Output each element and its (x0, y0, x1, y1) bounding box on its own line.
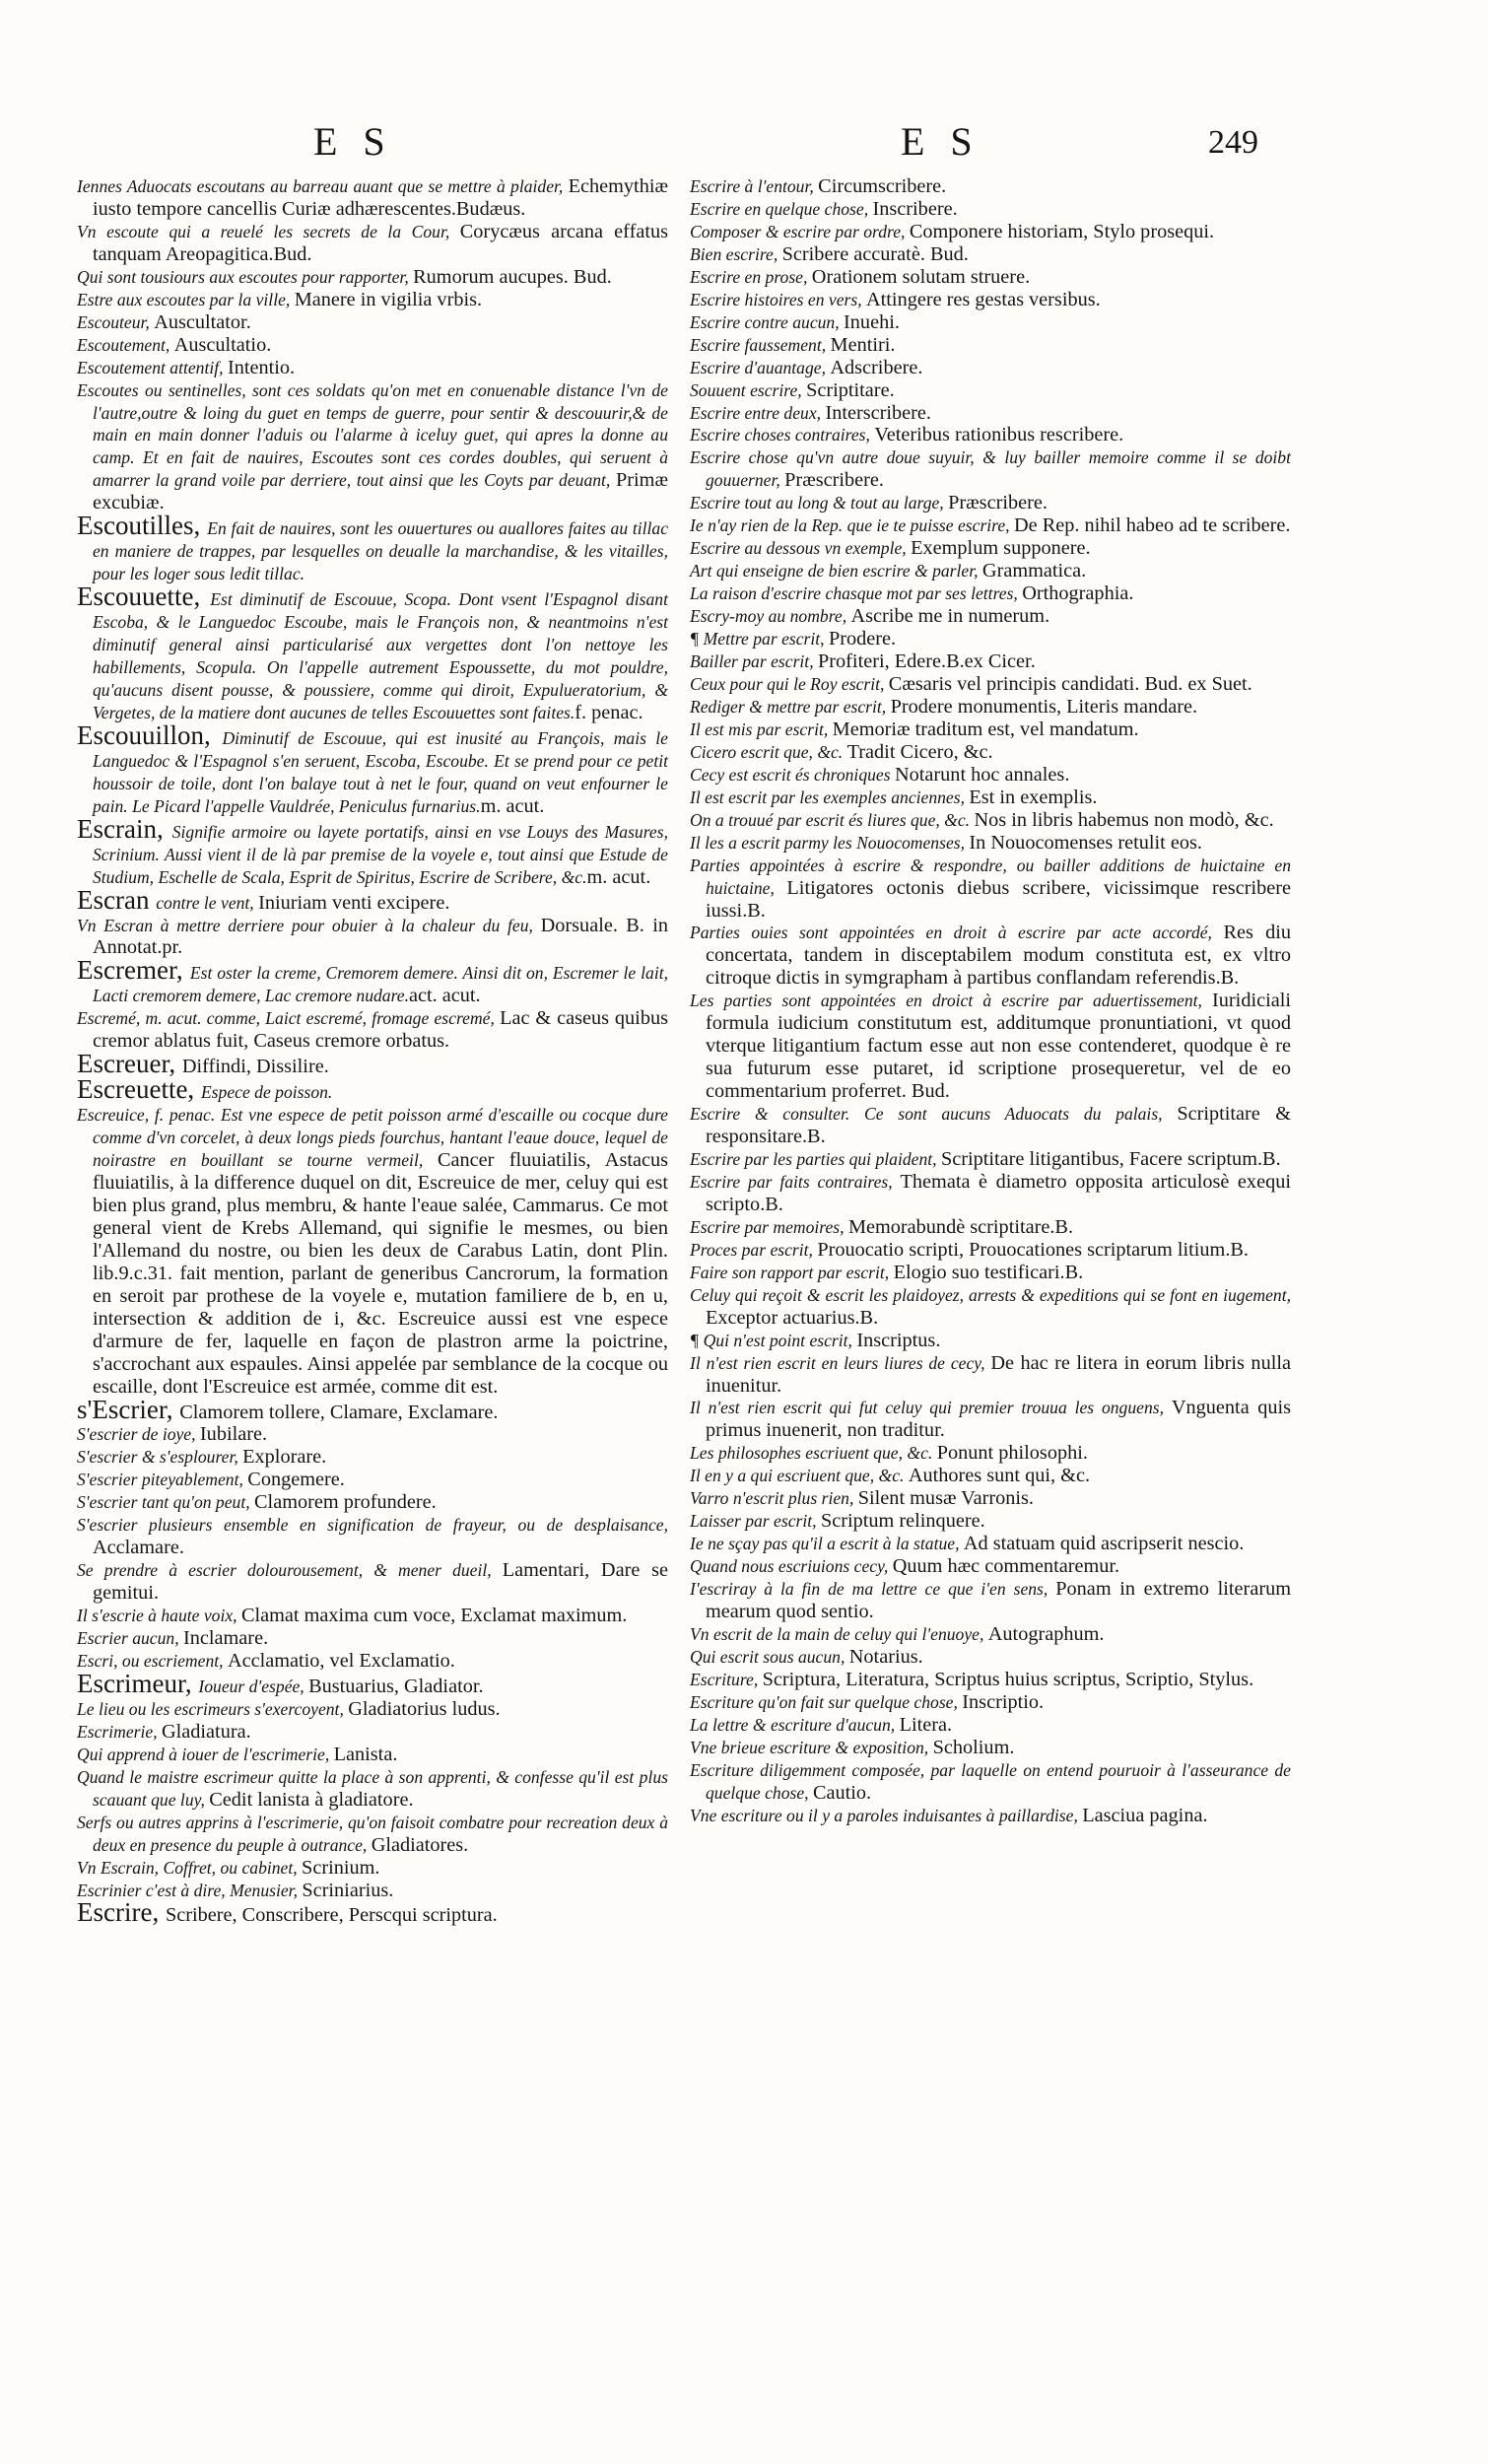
entry-french: Estre aux escoutes par la ville, (77, 289, 295, 309)
dictionary-entry (690, 1669, 1291, 1691)
entry-french: Escrire choses contraires, (690, 425, 875, 445)
entry-latin: Explorare. (242, 1446, 327, 1469)
dictionary-entry (690, 1330, 1291, 1352)
dictionary-entry (77, 311, 668, 334)
entry-latin: Elogio suo testificari.B. (893, 1261, 1084, 1283)
entry-french: Qui apprend à iouer de l'escrimerie, (77, 1744, 334, 1764)
entry-french: Ie n'ay rien de la Rep. que ie te puisse escrire, (690, 515, 1014, 536)
dictionary-entry (690, 628, 1291, 650)
entry-french: Escoutes ou sentinelles, sont ces soldats qu'on met en conuenable distance l'vn de l'autre,outre & loing du guet en temps de guerre, pour sentir & descouurir,& de main en main donner l'aduis ou l'alarme à iceluy guet, qui apres la donne au camp. Et en fait de nauires, Escoutes sont ces cordes doubles, qui seruent à amarrer la grand voile par derriere, tout ainsi que les Coyts par deuant, (77, 379, 668, 491)
entry-french: Il n'est rien escrit en leurs liures de cecy, (690, 1352, 991, 1373)
entry-latin: Nos in libris habemus non modò, &c. (974, 808, 1274, 831)
entry-french: S'escrier plusieurs ensemble en signification de frayeur, ou de desplaisance, (77, 1515, 668, 1536)
entry-french: Ioueur d'espée, (198, 1676, 309, 1696)
dictionary-entry (690, 289, 1291, 311)
entry-headword: Escouuette, (77, 582, 211, 612)
entry-french: contre le vent, (156, 892, 259, 913)
entry-latin: Scholium. (932, 1736, 1015, 1758)
entry-headword: s'Escrier, (77, 1394, 180, 1424)
entry-french: Escrire tout au long & tout au large, (690, 493, 949, 513)
entry-latin: Scriptitare & responsitare.B. (706, 1103, 1291, 1148)
entry-latin: Clamat maxima cum voce, Exclamat maximum. (240, 1605, 628, 1627)
entry-latin: Cancer fluuiatilis, Astacus fluuiatilis, à la difference duquel on dit, Escreuice de mer, celuy qui est bien plus grand, plus membru, & hante l'eaue salée, Cammarus. Ce mot general vient de Krebs Allemand, qui signifie le mesmes, ou bien l'Allemand du nostre, ou bien les deux de Carabus Latin, dont Plin. lib.9.c.31. fait mention, parlant de generibus Cancrorum, la formation en seroit par prothese de la voyele e, mutation familiere de b, en u, intersection & addition de i, &c. Escreuice aussi est vne espece d'armure de fer, laquelle en façon de plastron arme la poictrine, s'accrochant aux espaules. Ainsi appelée par semblance de la cocque ou escaille, dont l'Escreuice est armée, comme dit est. (93, 1149, 669, 1398)
entry-latin: Lamentari, Dare se gemitui. (93, 1559, 668, 1605)
dictionary-entry (690, 1239, 1291, 1262)
entry-latin: Primæ excubiæ. (93, 469, 668, 514)
entry-latin: Themata è diametro opposita articulosè exequi scripto.B. (706, 1170, 1291, 1215)
entry-french: Escrire en quelque chose, (690, 198, 873, 219)
dictionary-entry (690, 1510, 1291, 1533)
entry-french: I'escriray à la fin de ma lettre ce que i'en sens, (690, 1579, 1056, 1600)
entry-headword: Escreuette, (77, 1074, 201, 1105)
entry-french: Est oster la creme, Cremorem demere. Ainsi dit on, Escremer le lait, Lacti cremorem demere, Lac cremore nudare. (93, 963, 668, 1006)
dictionary-entry (77, 1627, 668, 1650)
dictionary-entry (690, 1148, 1291, 1171)
entry-latin: Ascribe me in numerum. (850, 605, 1050, 628)
dictionary-entry (690, 560, 1291, 582)
dictionary-entry (77, 955, 668, 1007)
entry-french: Vn Escrain, Coffret, ou cabinet, (77, 1857, 303, 1878)
dictionary-entry (77, 1423, 668, 1446)
entry-latin: Notarius. (848, 1645, 923, 1668)
dictionary-entry (690, 1805, 1291, 1827)
dictionary-entry (690, 809, 1291, 832)
entry-french: Parties appointées à escrire & respondre, ou bailler additions de huictaine en huictaine, (690, 855, 1291, 898)
dictionary-entry (77, 334, 668, 357)
entry-latin: Est in exemplis. (969, 786, 1098, 808)
dictionary-entry (77, 719, 668, 818)
dictionary-entry (690, 537, 1291, 560)
entry-latin: Auscultator. (154, 310, 251, 333)
dictionary-entry (690, 357, 1291, 379)
entry-latin: Scrinium. (302, 1856, 380, 1879)
entry-latin: Tradit Cicero, &c. (846, 740, 993, 763)
entry-latin: Prouocatio scripti, Prouocationes scriptarum litium.B. (817, 1238, 1249, 1261)
entry-french: Qui sont tousiours aux escoutes pour rapporter, (77, 266, 414, 287)
entry-french: Escoutement attentif, (77, 357, 228, 377)
dictionary-entry (77, 1897, 668, 1928)
entry-french: Escremé, m. acut. comme, Laict escremé, fromage escremé, (77, 1008, 501, 1029)
entry-latin: Notarunt hoc annales. (894, 763, 1070, 786)
entry-latin: Iniuriam venti excipere. (258, 891, 450, 914)
entry-french: S'escrier tant qu'on peut, (77, 1492, 255, 1513)
entry-french: Il n'est rien escrit qui fut celuy qui premier trouua les onguens, (690, 1398, 1172, 1418)
entry-french: Escrire par les parties qui plaident, (690, 1148, 941, 1169)
entry-french: Escrire au dessous vn exemple, (690, 538, 912, 559)
entry-french: La lettre & escriture d'aucun, (690, 1714, 900, 1735)
entry-latin: Ad statuam quid ascripserit nescio. (963, 1533, 1245, 1555)
entry-french: Il s'escrie à haute voix, (77, 1606, 241, 1626)
dictionary-entry (77, 915, 668, 960)
dictionary-entry (690, 764, 1291, 787)
entry-french: Diminutif de Escouue, qui est inusité au François, mais le Languedoc & l'Espagnol s'en seruent, Escoba, Escoube. Et se prend pour ce petit houssoir de toile, dont l'on balaye tout à net le four, quand on veut enfourner le pain. Le Picard l'appelle Vauldrée, Peniculus furnarius. (93, 727, 668, 816)
dictionary-entry (77, 1605, 668, 1627)
entry-french: Le lieu ou les escrimeurs s'exercoyent, (77, 1698, 349, 1719)
entry-latin: m. acut. (480, 794, 545, 817)
entry-latin: Acclamatio, vel Exclamatio. (227, 1650, 455, 1672)
dictionary-entry (690, 175, 1291, 198)
dictionary-entry (690, 1284, 1291, 1330)
entry-latin: Diffindi, Dissilire. (181, 1056, 329, 1078)
entry-french: Escrire d'auantage, (690, 357, 831, 377)
entry-french: La raison d'escrire chasque mot par ses lettres, (690, 583, 1023, 604)
entry-latin: m. acut. (586, 865, 651, 888)
entry-latin: Inclamare. (183, 1627, 269, 1650)
entry-latin: Inscriptus. (856, 1329, 941, 1351)
dictionary-entry (77, 813, 668, 889)
dictionary-entry (77, 1104, 668, 1398)
entry-french: En fait de nauires, sont les ouuertures ou auallores faites au tillac en maniere de trappes, par lesquelles on deualle la marchandise, & les vitailles, pour les loger sous ledit tillac. (93, 518, 668, 584)
dictionary-entry (690, 243, 1291, 266)
entry-french: Signifie armoire ou layete portatifs, ainsi en vse Louys des Masures, Scrinium. Aussi vient il de là par premise de la voyele e, tout ainsi que Estude de Studium, Eschelle de Scala, Esprit de Spiritus, Escrire de Scribere, &c. (93, 821, 668, 887)
entry-french: Art qui enseigne de bien escrire & parler, (690, 561, 982, 582)
entry-french: Escriture qu'on fait sur quelque chose, (690, 1691, 963, 1712)
entry-latin: De Rep. nihil habeo ad te scribere. (1013, 514, 1291, 537)
entry-latin: Auscultatio. (173, 333, 272, 356)
dictionary-entry (690, 266, 1291, 289)
entry-latin: Litigatores octonis diebus scribere, vicissimque rescribere iussi.B. (706, 876, 1291, 922)
dictionary-entry (690, 1578, 1291, 1623)
entry-french: Se prendre à escrier dolourousement, & mener dueil, (77, 1560, 503, 1581)
dictionary-entry (690, 1555, 1291, 1578)
dictionary-entry (77, 266, 668, 289)
entry-french: S'escrier de ioye, (77, 1424, 200, 1445)
entry-french: Vn Escran à mettre derriere pour obuier à la chaleur du feu, (77, 915, 541, 935)
entry-latin: Inscriptio. (962, 1690, 1045, 1713)
entry-french: Cecy est escrit és chroniques (690, 764, 895, 785)
entry-latin: Adscribere. (830, 356, 923, 378)
dictionary-entry (77, 1446, 668, 1469)
entry-french: Il les a escrit parmy les Nouocomenses, (690, 832, 970, 853)
running-head-right: E S (901, 119, 981, 164)
entry-french: Espece de poisson. (200, 1082, 333, 1103)
dictionary-entry (690, 1171, 1291, 1216)
entry-french: ¶ Mettre par escrit, (690, 629, 829, 650)
dictionary-entry (77, 1721, 668, 1744)
entry-latin: f. penac. (575, 701, 643, 723)
entry-latin: Quum hæc commentaremur. (892, 1555, 1120, 1578)
dictionary-entry (690, 1759, 1291, 1805)
entry-french: Cicero escrit que, &c. (690, 741, 847, 762)
entry-french: Escrire à l'entour, (690, 176, 819, 196)
entry-latin: Iubilare. (199, 1423, 268, 1446)
dictionary-entry (77, 289, 668, 311)
entry-headword: Escran (77, 884, 157, 915)
entry-latin: Prodere. (828, 628, 897, 650)
entry-french: Escouteur, (77, 311, 155, 332)
entry-latin: Veteribus rationibus rescribere. (874, 424, 1124, 446)
dictionary-entry (690, 1623, 1291, 1646)
entry-latin: Vnguenta quis primus inuenerit, non traditur. (706, 1397, 1292, 1442)
entry-french: Les philosophes escriuent que, &c. (690, 1443, 937, 1464)
dictionary-entry (690, 787, 1291, 809)
entry-french: Qui escrit sous aucun, (690, 1646, 849, 1667)
entry-french: Escri, ou escriement, (77, 1651, 228, 1671)
entry-latin: Præscribere. (948, 492, 1048, 514)
dictionary-entry (77, 1857, 668, 1880)
dictionary-entry (77, 175, 668, 221)
dictionary-entry (690, 334, 1291, 357)
entry-latin: Res diu concertata, tandem in disceptabilem modum constituta est, ex vltro citroque dictis in symgrapham à partibus conflandam referendis.B. (706, 922, 1291, 990)
entry-french: Vne escriture ou il y a paroles induisantes à paillardise, (690, 1805, 1083, 1825)
dictionary-entry (77, 1880, 668, 1902)
entry-latin: Lasciua pagina. (1082, 1804, 1208, 1826)
entry-french: Proces par escrit, (690, 1239, 818, 1260)
dictionary-entry (690, 1646, 1291, 1669)
dictionary-entry (77, 221, 668, 266)
entry-latin: Cautio. (812, 1781, 872, 1804)
dictionary-entry (77, 1744, 668, 1766)
entry-french: Escrire faussement, (690, 334, 831, 355)
entry-latin: Lac & caseus quibus cremor ablatus fuit, Caseus cremore orbatus. (93, 1007, 668, 1053)
dictionary-entry (690, 1533, 1291, 1555)
entry-french: Il en y a qui escriuent que, &c. (690, 1466, 909, 1486)
entry-latin: Authores sunt qui, &c. (908, 1465, 1091, 1487)
dictionary-entry (77, 582, 668, 724)
entry-french: Escrire entre deux, (690, 402, 826, 423)
entry-latin: Scriniarius. (302, 1879, 394, 1901)
entry-latin: Echemythiæ iusto tempore cancellis Curiæ adhærescentes.Budæus. (93, 175, 668, 220)
entry-latin: Exceptor actuarius.B. (706, 1306, 879, 1329)
entry-latin: Corycæus arcana effatus tanquam Areopagitica.Bud. (93, 220, 668, 265)
entry-latin: Cedit lanista à gladiatore. (209, 1788, 414, 1811)
entry-latin: Iuridiciali formula iudicium constitutum est, additumque pronuntiationi, vt quod vterque litigantium factum esse aut non esse contenderet, quodque è re sua futurum esse putaret, id scriptione prosequeretur, vel de eo commentarium proferret. Bud. (706, 990, 1291, 1103)
dictionary-entry (77, 1812, 668, 1857)
entry-headword: Escremer, (77, 955, 190, 986)
dictionary-entry (77, 1491, 668, 1514)
entry-latin: Cæsaris vel principis candidati. Bud. ex Suet. (888, 672, 1252, 695)
entry-headword: Escreuer, (77, 1049, 182, 1079)
dictionary-entry (77, 1514, 668, 1559)
entry-french: ¶ Qui n'est point escrit, (690, 1330, 857, 1350)
entry-french: Vne brieue escriture & exposition, (690, 1737, 933, 1757)
entry-latin: Autographum. (987, 1623, 1105, 1645)
entry-french: Varro n'escrit plus rien, (690, 1488, 858, 1509)
entry-latin: act. acut. (409, 985, 481, 1007)
dictionary-entry (77, 1668, 668, 1698)
entry-french: Escrire histoires en vers, (690, 289, 867, 309)
entry-latin: Attingere res gestas versibus. (866, 288, 1101, 310)
entry-latin: Orationem solutam struere. (811, 265, 1031, 288)
entry-french: Vn escrit de la main de celuy qui l'enuoye, (690, 1624, 988, 1644)
entry-french: Escrire par faits contraires, (690, 1171, 901, 1192)
dictionary-entry (77, 884, 668, 915)
entry-french: On a trouué par escrit és liures que, &c. (690, 809, 975, 830)
entry-latin: Manere in vigilia vrbis. (294, 288, 483, 310)
entry-headword: Escrire, (77, 1897, 166, 1928)
entry-latin: Scriptitare litigantibus, Facere scriptum.B. (940, 1147, 1281, 1170)
entry-latin: Acclamare. (93, 1537, 184, 1559)
entry-french: S'escrier & s'esplourer, (77, 1447, 243, 1468)
dictionary-entry (77, 379, 668, 515)
entry-latin: Memorabundè scriptitare.B. (847, 1215, 1074, 1238)
entry-french: Escoutement, (77, 334, 174, 355)
entry-french: Escrire en prose, (690, 266, 812, 287)
dictionary-entry (690, 922, 1291, 990)
entry-latin: Silent musæ Varronis. (857, 1487, 1034, 1510)
entry-latin: Inuehi. (844, 310, 900, 333)
running-head-left: E S (313, 119, 393, 164)
entry-latin: Inscribere. (872, 197, 958, 220)
entry-french: Laisser par escrit, (690, 1511, 821, 1532)
dictionary-entry (690, 1442, 1291, 1465)
entry-latin: Profiteri, Edere.B.ex Cicer. (818, 650, 1036, 673)
entry-latin: Scriptura, Literatura, Scriptus huius scriptus, Scriptio, Stylus. (762, 1668, 1254, 1690)
entry-french: Faire son rapport par escrit, (690, 1262, 894, 1282)
entry-latin: Lanista. (333, 1743, 398, 1765)
entry-latin: Clamorem profundere. (254, 1491, 437, 1514)
dictionary-entry (690, 605, 1291, 628)
entry-latin: Interscribere. (825, 401, 931, 424)
entry-latin: De hac re litera in eorum libris nulla inuenitur. (706, 1351, 1291, 1397)
entry-latin: Scriptum relinquere. (820, 1510, 985, 1533)
dictionary-entry (690, 221, 1291, 243)
entry-french: Quand nous escriuions cecy, (690, 1556, 893, 1577)
entry-french: Bailler par escrit, (690, 651, 818, 672)
dictionary-entry (690, 424, 1291, 446)
entry-french: Escrimerie, (77, 1721, 162, 1742)
entry-latin: Gladiatura. (162, 1720, 251, 1743)
dictionary-entry (77, 1766, 668, 1812)
entry-latin: Circumscribere. (818, 175, 947, 197)
entry-french: Parties ouies sont appointées en droit à escrire par acte accordé, (690, 923, 1224, 943)
dictionary-entry (690, 832, 1291, 855)
entry-headword: Escrain, (77, 813, 172, 844)
entry-latin: In Nouocomenses retulit eos. (969, 831, 1202, 854)
dictionary-entry (690, 1714, 1291, 1737)
dictionary-entry (690, 1397, 1291, 1442)
right-column (690, 175, 1291, 1827)
entry-french: Composer & escrire par ordre, (690, 221, 910, 241)
entry-latin: Intentio. (227, 356, 296, 378)
entry-latin: Gladiatores. (371, 1833, 469, 1856)
dictionary-entry (77, 511, 668, 585)
entry-french: Quand le maistre escrimeur quitte la place à son apprenti, & confesse qu'il est plus scauant que luy, (77, 1766, 668, 1810)
entry-french: Vn escoute qui a reuelé les secrets de la Cour, (77, 221, 460, 241)
dictionary-entry (690, 1352, 1291, 1398)
dictionary-entry (690, 402, 1291, 425)
entry-french: Escriture, (690, 1669, 763, 1689)
entry-french: Ceux pour qui le Roy escrit, (690, 673, 889, 694)
entry-latin: Scriptitare. (806, 378, 895, 401)
dictionary-entry (77, 1394, 668, 1424)
entry-latin: Litera. (899, 1713, 953, 1736)
entry-latin: Bustuarius, Gladiator. (308, 1675, 484, 1697)
entry-french: Les parties sont appointées en droict à escrire par aduertissement, (690, 991, 1213, 1011)
dictionary-entry (77, 1074, 668, 1105)
dictionary-entry (77, 1007, 668, 1053)
entry-french: Escrinier c'est à dire, Menusier, (77, 1880, 303, 1900)
entry-latin: Dorsuale. B. in Annotat.pr. (93, 914, 668, 959)
entry-latin: Clamorem tollere, Clamare, Exclamare. (179, 1401, 499, 1423)
dictionary-entry (690, 1487, 1291, 1510)
entry-latin: Orthographia. (1022, 582, 1134, 605)
entry-french: Escry-moy au nombre, (690, 606, 851, 627)
dictionary-entry (77, 1698, 668, 1721)
dictionary-entry (690, 514, 1291, 537)
entry-french: Escrire chose qu'vn autre doue suyuir, & luy bailler memoire comme il se doibt gouuerner, (690, 447, 1291, 491)
dictionary-entry (690, 198, 1291, 221)
dictionary-entry (690, 1737, 1291, 1759)
entry-french: Escrire contre aucun, (690, 311, 845, 332)
dictionary-entry (690, 582, 1291, 605)
dictionary-entry (690, 741, 1291, 764)
dictionary-entry (690, 1465, 1291, 1487)
dictionary-entry (690, 492, 1291, 514)
entry-latin: Præscribere. (784, 469, 884, 492)
entry-latin: Mentiri. (830, 333, 896, 356)
entry-latin: Grammatica. (981, 560, 1087, 582)
entry-french: Escrire par memoires, (690, 1216, 848, 1237)
entry-french: Escrire & consulter. Ce sont aucuns Aduocats du palais, (690, 1104, 1178, 1125)
entry-french: Escreuice, f. penac. Est vne espece de petit poisson armé d'escaille ou cocque dure comme d'vn corcelet, à deux longs pieds fourchus, hantant l'eaue douce, lequel de noirastre en bouillant se tourne vermeil, (77, 1105, 668, 1171)
dictionary-entry (77, 357, 668, 379)
entry-french: Celuy qui reçoit & escrit les plaidoyez, arrests & expeditions qui se font en iugement, (690, 1284, 1291, 1305)
dictionary-entry (690, 1216, 1291, 1239)
entry-french: Rediger & mettre par escrit, (690, 696, 891, 717)
entry-latin: Componere historiam, Stylo prosequi. (909, 220, 1215, 242)
entry-french: Souuent escrire, (690, 379, 807, 400)
entry-latin: Ponam in extremo literarum mearum quod sentio. (706, 1578, 1291, 1623)
entry-latin: Ponunt philosophi. (936, 1442, 1088, 1465)
entry-french: Serfs ou autres apprins à l'escrimerie, qu'on faisoit combatre pour recreation deux à deux en presence du peuple à outrance, (77, 1812, 668, 1855)
dictionary-entry (690, 379, 1291, 402)
dictionary-entry (77, 1559, 668, 1605)
page-number: 249 (1208, 124, 1258, 161)
entry-latin: Congemere. (247, 1469, 345, 1491)
entry-french: Bien escrire, (690, 243, 782, 264)
entry-french: Il est mis par escrit, (690, 719, 833, 739)
entry-latin: Gladiatorius ludus. (348, 1697, 501, 1720)
dictionary-entry (690, 855, 1291, 923)
entry-french: Est diminutif de Escouue, Scopa. Dont vsent l'Espagnol disant Escoba, & le Languedoc Escoube, mais le François non, & neantmoins n'est diminutif general ainsi particularisé aux vergettes dont l'on nettoye les habillements, Scopula. On l'appelle autrement Espoussette, du mot pouldre, qu'aucuns disent pousse, & poussiere, comme qui diroit, Expulueratorium, & Vergetes, de la matiere dont aucunes de telles Escouuettes sont faites. (93, 589, 668, 722)
left-column (77, 175, 668, 1927)
dictionary-entry (690, 673, 1291, 696)
dictionary-entry (690, 990, 1291, 1103)
entry-latin: Prodere monumentis, Literis mandare. (890, 695, 1198, 718)
entry-french: Escriture diligemment composée, par laquelle on entend pouruoir à l'asseurance de quelque chose, (690, 1759, 1291, 1803)
entry-latin: Scribere accuratè. Bud. (781, 242, 969, 265)
dictionary-entry (690, 696, 1291, 719)
entry-headword: Escouuillon, (77, 719, 223, 750)
entry-headword: Escrimeur, (77, 1668, 199, 1698)
dictionary-entry (690, 1691, 1291, 1714)
entry-latin: Scribere, Conscribere, Perscqui scriptura. (165, 1904, 498, 1927)
entry-french: S'escrier piteyablement, (77, 1470, 248, 1490)
entry-headword: Escoutilles, (77, 511, 208, 541)
dictionary-entry (690, 1262, 1291, 1284)
entry-french: Ie ne sçay pas qu'il a escrit à la statue, (690, 1534, 964, 1554)
entry-french: Escrier aucun, (77, 1628, 183, 1649)
dictionary-entry (690, 719, 1291, 741)
dictionary-entry (77, 1469, 668, 1491)
entry-french: Iennes Aduocats escoutans au barreau auant que se mettre à plaider, (77, 176, 569, 196)
entry-french: Il est escrit par les exemples anciennes, (690, 787, 970, 807)
entry-latin: Rumorum aucupes. Bud. (413, 265, 612, 288)
dictionary-entry (690, 446, 1291, 492)
entry-latin: Exemplum supponere. (911, 537, 1091, 560)
dictionary-entry (690, 650, 1291, 673)
dictionary-entry (690, 311, 1291, 334)
entry-latin: Memoriæ traditum est, vel mandatum. (832, 718, 1139, 740)
dictionary-entry (690, 1103, 1291, 1148)
